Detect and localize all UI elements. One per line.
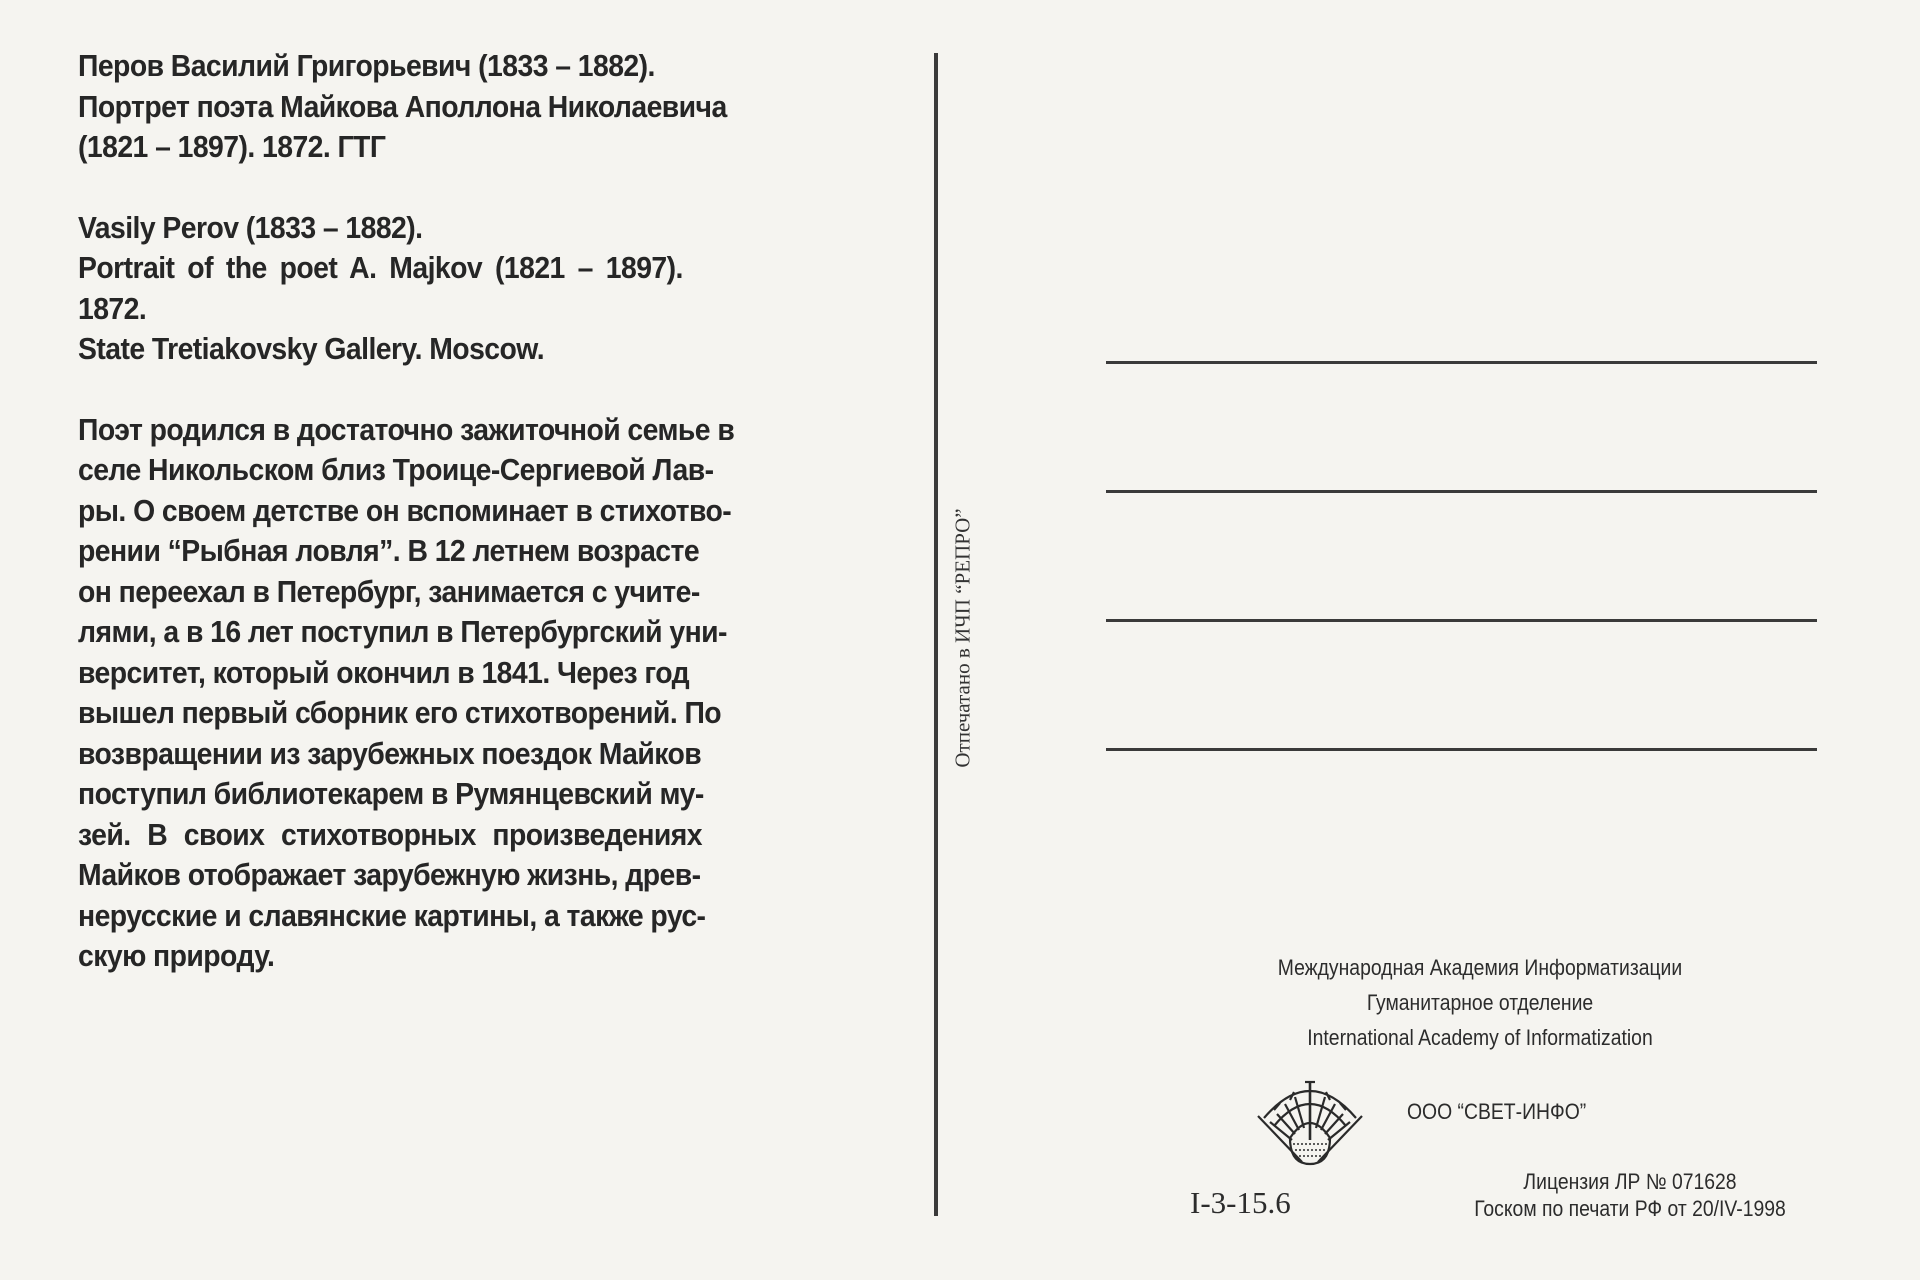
title-en-line: 1872. [78, 291, 147, 326]
bio-line: скую природу. [78, 939, 275, 973]
license-block [1428, 1168, 1833, 1222]
bio-line: лями, а в 16 лет поступил в Петербургский уни- [78, 615, 727, 649]
title-english [78, 208, 887, 370]
academy-block [1234, 950, 1727, 1055]
bio-line: вышел первый сборник его стихотворений. По [78, 696, 722, 730]
bio-line: поступил библиотекарем в Румянцевский му- [78, 777, 704, 811]
bio-line: селе Никольском близ Троице-Сергиевой Лав- [78, 453, 714, 487]
description-column [78, 46, 886, 977]
publisher-name: ООО “СВЕТ-ИНФО” [1407, 1099, 1587, 1124]
bio-line: возвращении из зарубежных поездок Майков [78, 736, 702, 771]
address-line [1106, 619, 1817, 622]
academy-department: Гуманитарное отделение [1366, 990, 1594, 1015]
title-russian [78, 46, 887, 168]
catalog-code: I-3-15.6 [1190, 1185, 1291, 1220]
title-ru-line: (1821 – 1897). 1872. ГТГ [78, 130, 386, 164]
title-en-line: State Tretiakovsky Gallery. Moscow. [78, 332, 545, 366]
fan-sunrise-logo-icon [1250, 1078, 1370, 1168]
bio-line: ры. О своем детстве он вспоминает в стихотво- [78, 493, 732, 528]
bio-line: нерусские и славянские картины, а также рус- [78, 898, 706, 933]
bio-line: верситет, который окончил в 1841. Через год [78, 655, 690, 690]
address-line [1106, 490, 1817, 493]
address-line [1106, 361, 1817, 364]
license-issuer: Госком по печати РФ от 20/IV-1998 [1474, 1196, 1786, 1221]
bio-line: рении “Рыбная ловля”. В 12 летнем возрасте [78, 534, 700, 568]
bio-line: зей. В своих стихотворных произведениях [78, 817, 703, 852]
bio-line: Майков отображает зарубежную жизнь, древ- [78, 858, 701, 892]
academy-name-ru: Международная Академия Информатизации [1277, 955, 1683, 980]
biography-text [78, 410, 887, 977]
center-divider [934, 53, 938, 1216]
academy-name-en: International Academy of Informatization [1307, 1025, 1653, 1050]
title-en-line: Portrait of the poet A. Majkov (1821 – 1897). [78, 251, 683, 285]
title-en-line: Vasily Perov (1833 – 1882). [78, 210, 423, 245]
bio-line: Поэт родился в достаточно зажиточной семье в [78, 412, 735, 447]
address-line [1106, 748, 1817, 751]
title-ru-line: Перов Василий Григорьевич (1833 – 1882). [78, 49, 655, 83]
license-number: Лицензия ЛР № 071628 [1523, 1169, 1737, 1194]
printer-note: Отпечатано в ИЧП “РЕПРО” [950, 508, 975, 768]
title-ru-line: Портрет поэта Майкова Аполлона Николаевича [78, 89, 727, 124]
bio-line: он переехал в Петербург, занимается с учите- [78, 574, 700, 609]
